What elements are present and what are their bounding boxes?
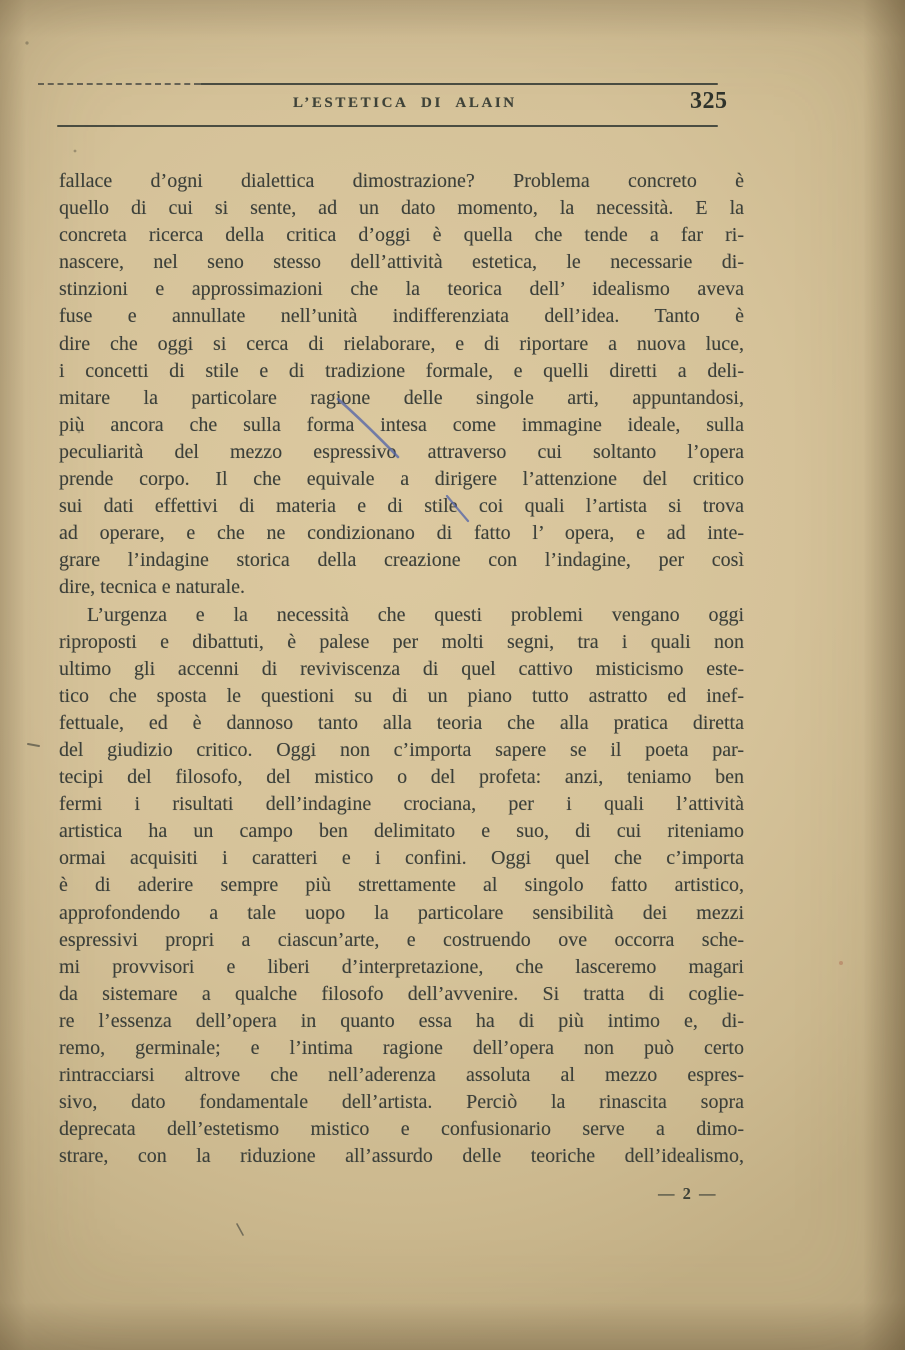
text-line: ad operare, e che ne condizionano di fatto l’ opera, e ad inte- [59,522,744,545]
text-line: è di aderire sempre più strettamente al singolo fatto artistico, [59,874,744,897]
header-rule-top [38,82,718,85]
text-line: grare l’indagine storica della creazione con l’indagine, per così [59,549,744,572]
text-line: fermi i risultati dell’indagine crociana, per i quali l’attività [59,793,744,816]
paragraph-1 [59,168,744,602]
text-line: strare, con la riduzione all’assurdo delle teoriche dell’idealismo, [59,1145,744,1168]
text-line: riproposti e dibattuti, è palese per molti segni, tra i quali non [59,630,744,653]
text-line: espressivi propri a ciascun’arte, e costruendo ove occorra sche- [59,928,744,951]
text-line: remo, germinale; e l’intima ragione dell’opera non può certo [59,1037,744,1059]
header-rule-bottom [57,125,718,127]
text-line: mitare la particolare ragione delle singole arti, appuntandosi, [59,386,744,409]
text-line: i concetti di stile e di tradizione formale, e quelli diretti a deli- [59,359,744,382]
text-line: quello di cui si sente, ad un dato momento, la necessità. E la [59,197,744,220]
text-line: tecipi del filosofo, del mistico o del profeta: anzi, teniamo ben [59,766,744,789]
text-line: ormai acquisiti i caratteri e i confini. Oggi quel che c’importa [59,847,744,870]
text-line: re l’essenza dell’opera in quanto essa ha di più intimo e, di- [59,1009,744,1032]
text-line: concreta ricerca della critica d’oggi è quella che tende a far ri- [59,224,744,247]
text-line: deprecata dell’estetismo mistico e confusionario serve a dimo- [59,1118,744,1141]
text-line: fuse e annullate nell’unità indifferenziata dell’idea. Tanto è [59,305,744,328]
text-line: dire che oggi si cerca di rielaborare, e di riportare a nuova luce, [59,332,744,355]
paragraph-2 [59,602,744,1171]
text-line: nascere, nel seno stesso dell’attività estetica, le necessarie di- [59,251,744,274]
text-line: più ancora che sulla forma intesa come immagine ideale, sulla [59,413,744,436]
pencil-tick-icon [237,1224,243,1235]
page-text [59,168,744,1170]
text-line: dire, tecnica e naturale. [59,576,245,599]
text-line: artistica ha un campo ben delimitato e suo, di cui riteniamo [59,820,744,843]
text-line: prende corpo. Il che equivale a dirigere l’attenzione del critico [59,468,744,491]
text-line: mi provvisori e liberi d’interpretazione, che lasceremo magari [59,955,744,978]
text-line: L’urgenza e la necessità che questi problemi vengano oggi [87,603,744,626]
text-line: ultimo gli accenni di reviviscenza di quel cattivo misticismo este- [59,657,744,680]
text-line: del giudizio critico. Oggi non c’importa sapere se il poeta par- [59,738,744,761]
text-line: approfondendo a tale uopo la particolare sensibilità dei mezzi [59,901,744,924]
text-line: sivo, dato fondamentale dell’artista. Perciò la rinascita sopra [59,1091,744,1114]
text-line: da sistemare a qualche filosofo dell’avvenire. Si tratta di coglie- [59,982,744,1005]
text-line: sui dati effettivi di materia e di stile coi quali l’artista si trova [59,495,744,518]
page-number: 325 [690,88,728,114]
margin-smudge-icon [28,744,39,746]
text-line: rintracciarsi altrove che nell’aderenza assoluta al mezzo espres- [59,1064,744,1087]
text-line: fallace d’ogni dialettica dimostrazione? Problema concreto è [59,170,744,192]
paper-speck [25,41,28,44]
text-line: stinzioni e approssimazioni che la teorica dell’ idealismo aveva [59,278,744,301]
paper-speck [74,150,77,153]
running-title: L’ESTETICA DI ALAIN [293,95,517,111]
paper-speck [839,961,843,965]
signature-mark: — 2 — [658,1184,718,1203]
header-rule-solid-segment [200,83,718,85]
text-line: fettuale, ed è dannoso tanto alla teoria che alla pratica diretta [59,711,744,734]
text-line: peculiarità del mezzo espressivo attraverso cui soltanto l’opera [59,440,744,463]
text-line: tico che sposta le questioni su di un piano tutto astratto ed inef- [59,684,744,707]
header-rule-dashed-segment [38,83,200,85]
